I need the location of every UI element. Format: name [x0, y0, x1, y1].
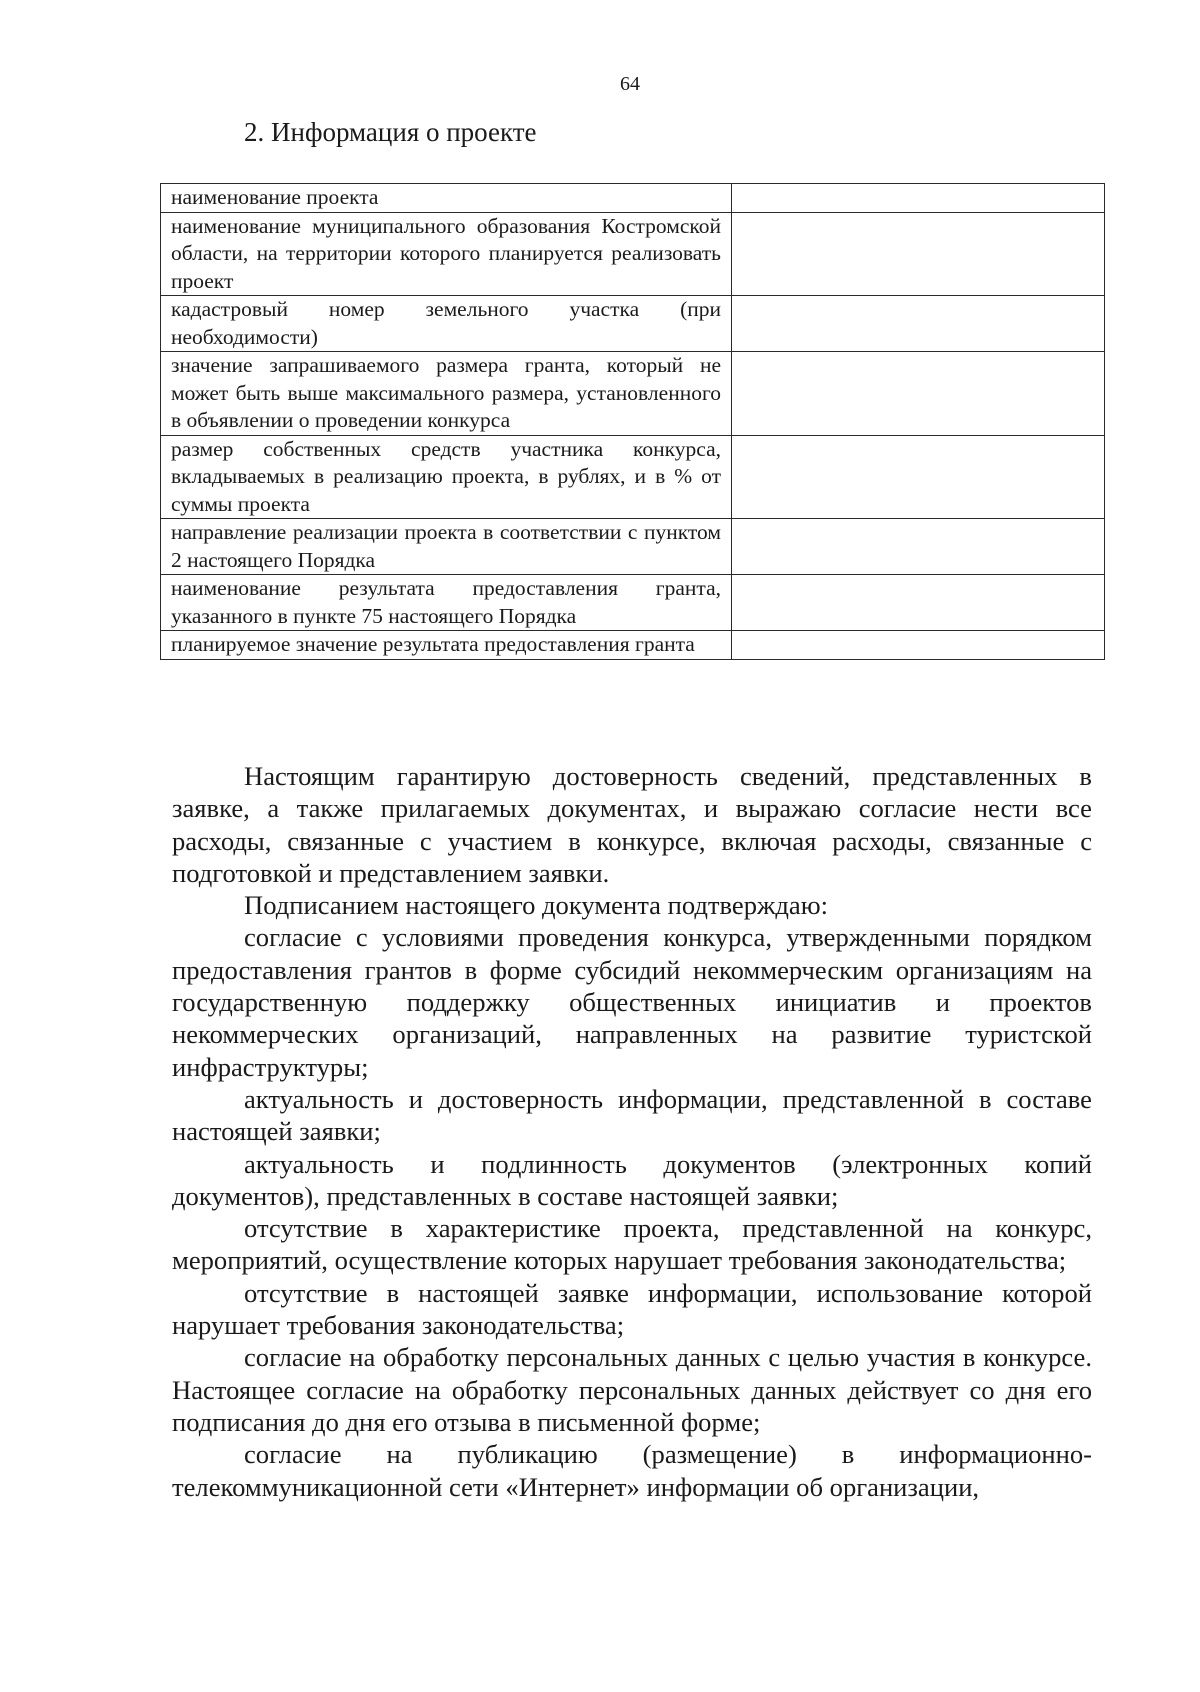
table-row	[161, 575, 1105, 631]
table-row-label: наименование муниципального образования Костромской области, на территории которого планируется реализовать проект	[161, 212, 732, 296]
table-row	[161, 435, 1105, 519]
paragraph: актуальность и достоверность информации, представленной в составе настоящей заявки;	[172, 1083, 1092, 1147]
table-row-label: наименование результата предоставления гранта, указанного в пункте 75 настоящего Порядка	[161, 575, 732, 631]
table-row-value	[732, 352, 1105, 436]
table-row	[161, 212, 1105, 296]
paragraph: отсутствие в настоящей заявке информации, использование которой нарушает требования законодательства;	[172, 1277, 1092, 1341]
table-row-value	[732, 296, 1105, 352]
paragraph: согласие с условиями проведения конкурса, утвержденными порядком предоставления грантов в форме субсидий некоммерческим организациям на государственную поддержку общественных инициатив и проектов некоммерческих организаций, направленных на развитие туристской инфраструктуры;	[172, 922, 1092, 1082]
paragraph: согласие на обработку персональных данных с целью участия в конкурсе. Настоящее согласие на обработку персональных данных действует со дня его подписания до дня его отзыва в письменной форме;	[172, 1342, 1092, 1437]
table-row-label: планируемое значение результата предоставления гранта	[161, 631, 732, 660]
page-number: 64	[620, 73, 640, 95]
table-row-value	[732, 212, 1105, 296]
table-row	[161, 352, 1105, 436]
paragraph: Подписанием настоящего документа подтверждаю:	[244, 890, 828, 921]
table-row-value	[732, 184, 1105, 213]
table-row-value	[732, 519, 1105, 575]
paragraph: актуальность и подлинность документов (электронных копий документов), представленных в составе настоящей заявки;	[172, 1148, 1092, 1211]
section-title: 2. Информация о проекте	[244, 117, 537, 147]
table-row-label: направление реализации проекта в соответствии с пунктом 2 настоящего Порядка	[161, 519, 732, 575]
table-row-value	[732, 435, 1105, 519]
table-row	[161, 296, 1105, 352]
table-row-value	[732, 575, 1105, 631]
paragraph: Настоящим гарантирую достоверность сведений, представленных в заявке, а также прилагаемых документах, и выражаю согласие нести все расходы, связанные с участием в конкурсе, включая расходы, связанные с подготовкой и представлением заявки.	[172, 761, 1092, 888]
project-info-table	[160, 183, 1105, 660]
table-row	[161, 519, 1105, 575]
table-row-label: значение запрашиваемого размера гранта, который не может быть выше максимального размера, установленного в объявлении о проведении конкурса	[161, 352, 732, 436]
table-row-label: размер собственных средств участника конкурса, вкладываемых в реализацию проекта, в рублях, и в % от суммы проекта	[161, 435, 732, 519]
table-row-label: кадастровый номер земельного участка (при необходимости)	[161, 296, 732, 352]
paragraph: отсутствие в характеристике проекта, представленной на конкурс, мероприятий, осуществление которых нарушает требования законодательства;	[172, 1213, 1092, 1276]
paragraph: согласие на публикацию (размещение) в информационно-телекоммуникационной сети «Интернет» информации об организации,	[172, 1439, 1092, 1502]
table-row	[161, 184, 1105, 213]
table-row	[161, 631, 1105, 660]
table-row-value	[732, 631, 1105, 660]
body-text	[172, 760, 1092, 1503]
table-row-label: наименование проекта	[161, 184, 732, 213]
